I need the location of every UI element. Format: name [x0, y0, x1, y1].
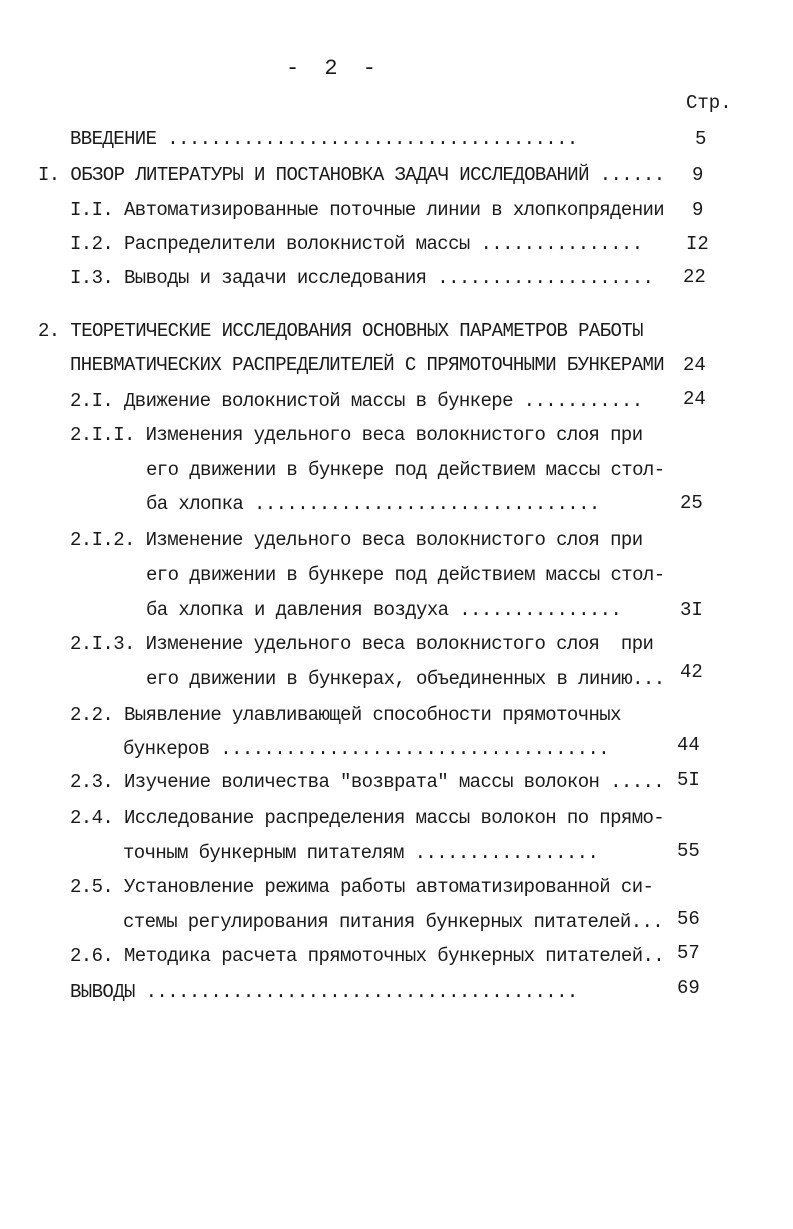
toc-ch2-page: 24	[683, 354, 706, 376]
toc-s1-3-line: I.3. Выводы и задачи исследования ....................	[70, 267, 654, 289]
toc-ch2-line-2: ПНЕВМАТИЧЕСКИХ РАСПРЕДЕЛИТЕЛЕЙ С ПРЯМОТОЧНЫМИ БУНКЕРАМИ	[70, 354, 665, 376]
toc-s2-5-line-1: 2.5. Установление режима работы автоматизированной си-	[70, 876, 654, 898]
toc-ch1-page: 9	[692, 164, 704, 186]
toc-s2-1-1-page: 25	[680, 492, 703, 514]
page-number: - 2 -	[286, 56, 383, 81]
toc-s2-1-3-page: 42	[680, 661, 703, 683]
toc-s1-1-page: 9	[692, 199, 704, 221]
toc-s2-1-1-line-1: 2.I.I. Изменения удельного веса волокнистого слоя при	[70, 424, 643, 446]
toc-s2-3-page: 5I	[677, 769, 700, 791]
toc-s2-6-page: 57	[677, 942, 700, 964]
toc-s2-2-line-1: 2.2. Выявление улавливающей способности прямоточных	[70, 704, 621, 726]
toc-conclusions-line: ВЫВОДЫ ........................................	[70, 981, 578, 1003]
toc-s2-1-2-line-2: его движении в бункере под действием массы стол-	[146, 564, 665, 586]
page-column-label: Стр.	[686, 92, 732, 114]
toc-conclusions-page: 69	[677, 977, 700, 999]
toc-s2-6-line: 2.6. Методика расчета прямоточных бункерных питателей..	[70, 945, 665, 967]
toc-s2-5-page: 56	[677, 908, 700, 930]
toc-s1-1-line: I.I. Автоматизированные поточные линии в хлопкопрядении	[70, 199, 665, 221]
toc-intro-line: ВВЕДЕНИЕ ......................................	[70, 128, 578, 150]
toc-s2-1-1-line-2: его движении в бункере под действием массы стол-	[146, 459, 665, 481]
toc-s2-1-page: 24	[683, 388, 706, 410]
toc-s2-1-2-line-3: ба хлопка и давления воздуха ...............	[146, 599, 622, 621]
toc-s2-1-2-page: 3I	[680, 599, 703, 621]
toc-s2-2-page: 44	[677, 734, 700, 756]
toc-s2-2-line-2: бункеров ....................................	[123, 738, 610, 760]
toc-s2-4-page: 55	[677, 840, 700, 862]
toc-ch1-line: I. ОБЗОР ЛИТЕРАТУРЫ И ПОСТАНОВКА ЗАДАЧ ИССЛЕДОВАНИЙ ......	[38, 164, 665, 186]
toc-s1-3-page: 22	[683, 266, 706, 288]
toc-s2-1-1-line-3: ба хлопка ................................	[146, 493, 600, 515]
toc-s2-5-line-2: стемы регулирования питания бункерных питателей...	[123, 911, 664, 933]
toc-s2-4-line-2: точным бункерным питателям .................	[123, 842, 599, 864]
toc-s2-1-2-line-1: 2.I.2. Изменение удельного веса волокнистого слоя при	[70, 529, 643, 551]
toc-s1-2-page: I2	[686, 233, 709, 255]
toc-s2-1-3-line-2: его движении в бункерах, объединенных в линию...	[146, 668, 665, 690]
toc-s2-3-line: 2.3. Изучение воличества "возврата" массы волокон .....	[70, 771, 665, 793]
toc-s2-4-line-1: 2.4. Исследование распределения массы волокон по прямо-	[70, 807, 665, 829]
toc-ch2-line-1: 2. ТЕОРЕТИЧЕСКИЕ ИССЛЕДОВАНИЯ ОСНОВНЫХ ПАРАМЕТРОВ РАБОТЫ	[38, 320, 643, 342]
toc-intro-page: 5	[695, 128, 707, 150]
toc-s2-1-line: 2.I. Движение волокнистой массы в бункере ...........	[70, 390, 643, 412]
toc-s2-1-3-line-1: 2.I.3. Изменение удельного веса волокнистого слоя при	[70, 633, 654, 655]
toc-s1-2-line: I.2. Распределители волокнистой массы ...............	[70, 233, 643, 255]
